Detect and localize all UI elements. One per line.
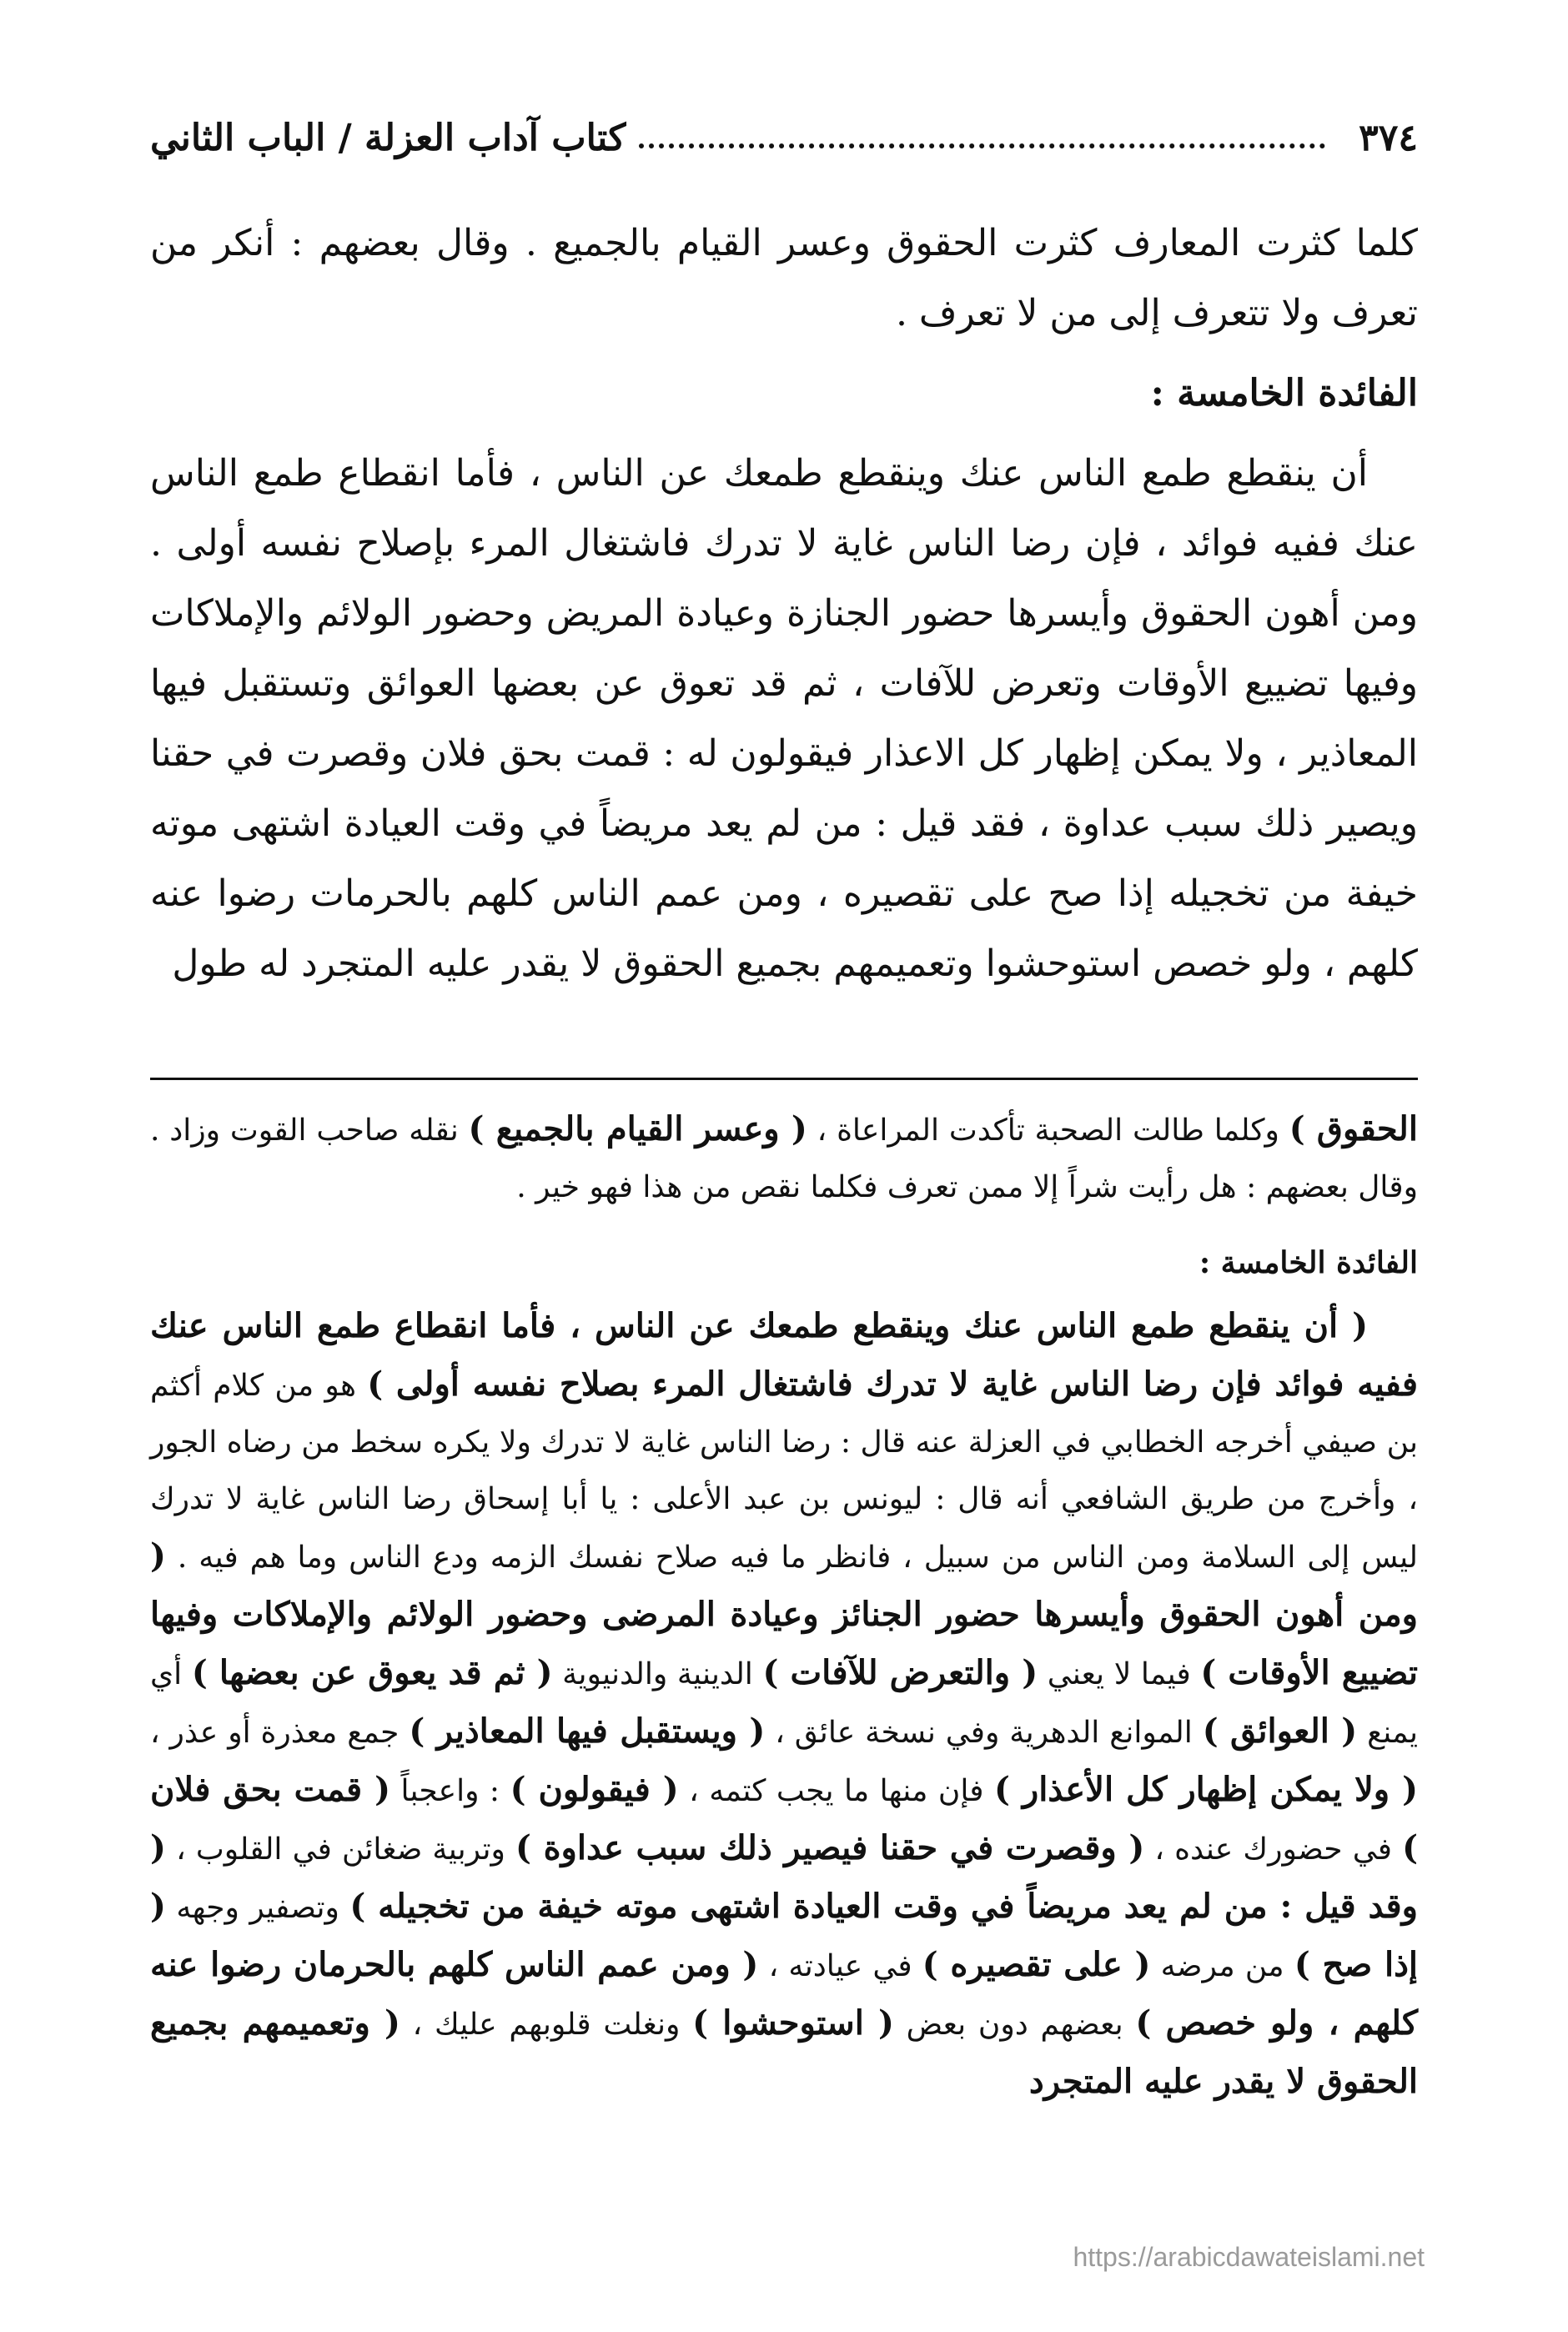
commentary-text-run: في حضورك عنده ، [1144, 1832, 1403, 1867]
quoted-text-run: ( وقصرت في حقنا فيصير ذلك سبب عداوة ) [515, 1828, 1145, 1867]
quoted-text-run: ( والتعرض للآفات ) [762, 1653, 1038, 1692]
quoted-text-run: الحقوق ) [1289, 1109, 1418, 1148]
page-header [150, 108, 1418, 167]
quoted-text-run: ( ومن عمم الناس كلهم بالحرمان رضوا عنه كلهم ، ولو خصص ) [150, 1945, 1418, 2043]
quoted-text-run: ( فيقولون ) [510, 1770, 679, 1809]
commentary-paragraph-2 [150, 1298, 1418, 2112]
commentary-text-run: وكلما طالت الصحبة تأكدت المراعاة ، [807, 1113, 1289, 1148]
commentary-text-run: في عيادته ، [758, 1949, 922, 1983]
commentary-text-run: : واعجباً [390, 1774, 510, 1808]
main-text [150, 209, 1418, 999]
commentary-paragraph-1 [150, 1101, 1418, 1216]
quoted-text-run: ( ثم قد يعوق عن بعضها ) [191, 1653, 553, 1692]
commentary-text-run: فإن منها ما يجب كتمه ، [678, 1774, 994, 1808]
quoted-text-run: ( ويستقبل فيها المعاذير ) [409, 1711, 766, 1751]
header-leader-dots [639, 143, 1325, 148]
quoted-text-run: ( وعسر القيام بالجميع ) [468, 1109, 807, 1148]
main-paragraph-2: أن ينقطع طمع الناس عنك وينقطع طمعك عن الناس ، فأما انقطاع طمع الناس عنك ففيه فوائد ، فإن رضا الناس غاية لا تدرك فاشتغال المرء بإصلاح نفسه أولى . ومن أهون الحقوق وأيسرها حضور الجنازة وعيادة المريض وحضور الولائم والإملاكات وفيها تضييع الأوقات وتعرض للآفات ، ثم قد تعوق عن بعضها العوائق وتستقبل فيها المعاذير ، ولا يمكن إظهار كل الاعذار فيقولون له : قمت بحق فلان وقصرت في حقنا ويصير ذلك سبب عداوة ، فقد قيل : من لم يعد مريضاً في وقت العيادة اشتهى موته خيفة من تخجيله إذا صح على تقصيره ، ومن عمم الناس كلهم بالحرمات رضوا عنه كلهم ، ولو خصص استوحشوا وتعميمهم بجميع الحقوق لا يقدر عليه المتجرد له طول [150, 452, 1418, 985]
commentary-text-run: وتربية ضغائن في القلوب ، [165, 1832, 516, 1867]
running-title: كتاب آداب العزلة / الباب الثاني [150, 116, 626, 159]
commentary-text-run: ونغلت قلوبهم عليك ، [400, 2008, 693, 2042]
quoted-text-run: ( استوحشوا ) [692, 2003, 894, 2043]
commentary [150, 1101, 1418, 2112]
commentary-text-run: بعضهم دون بعض [893, 2008, 1136, 2042]
commentary-text-run: وتصفير وجهه [165, 1891, 350, 1925]
quoted-text-run: ( وقد قيل : من لم يعد مريضاً في وقت العيادة اشتهى موته خيفة من تخجيله ) [150, 1828, 1418, 1926]
quoted-text-run: ( قمت بحق فلان ) [150, 1770, 1418, 1867]
quoted-text-run: ( ومن أهون الحقوق وأيسرها حضور الجنائز وعيادة المرضى وحضور الولائم والإملاكات وفيها تضييع الأوقات ) [150, 1536, 1419, 1692]
main-paragraph-1: كلما كثرت المعارف كثرت الحقوق وعسر القيام بالجميع . وقال بعضهم : أنكر من تعرف ولا تتعرف إلى من لا تعرف . [150, 222, 1418, 334]
commentary-text-run: هو من كلام أكثم بن صيفي أخرجه الخطابي في العزلة عنه قال : رضا الناس غاية لا تدرك ولا يكره سخط من رضاه الجور ، وأخرج من طريق الشافعي أنه قال : ليونس بن عبد الأعلى : يا أبا إسحاق رضا الناس غاية لا تدرك ليس إلى السلامة ومن الناس من سبيل ، فانظر ما فيه صلاح نفسك الزمه ودع الناس وما هم فيه . [150, 1369, 1418, 1575]
commentary-text-run: من مرضه [1150, 1949, 1294, 1983]
quoted-text-run: ( على تقصيره ) [922, 1945, 1151, 1984]
quoted-text-run: ( ولا يمكن إظهار كل الأعذار ) [993, 1770, 1419, 1809]
quoted-text-run: ( وتعميمهم بجميع الحقوق لا يقدر عليه المتجرد [150, 2003, 1418, 2101]
commentary-text-run: أي يمنع [150, 1657, 1418, 1750]
commentary-text-run: جمع معذرة أو عذر ، [150, 1716, 410, 1750]
quoted-text-run: ( العوائق ) [1202, 1711, 1358, 1751]
section-heading: الفائدة الخامسة : [1150, 372, 1418, 415]
footnote-divider [150, 1078, 1418, 1080]
site-watermark: https://arabicdawateislami.net [1073, 2242, 1425, 2272]
quoted-text-run: ( إذا صح ) [150, 1887, 1418, 1984]
commentary-text-run: فيما لا يعني [1038, 1657, 1201, 1691]
commentary-text-run: الموانع الدهرية وفي نسخة عائق ، [765, 1716, 1203, 1750]
page-number: ٣٧٤ [1359, 116, 1418, 159]
commentary-heading: الفائدة الخامسة : [1199, 1245, 1418, 1280]
quoted-text-run: ( أن ينقطع طمع الناس عنك وينقطع طمعك عن الناس ، فأما انقطاع طمع الناس عنك ففيه فوائد فإن رضا الناس غاية لا تدرك فاشتغال المرء بصلاح نفسه أولى ) [150, 1306, 1419, 1404]
commentary-text-run: الدينية والدنيوية [552, 1657, 763, 1691]
commentary-text-run: نقله صاحب القوت وزاد . وقال بعضهم : هل رأيت شراً إلا ممن تعرف فكلما نقص من هذا فهو خير . [150, 1113, 1418, 1204]
